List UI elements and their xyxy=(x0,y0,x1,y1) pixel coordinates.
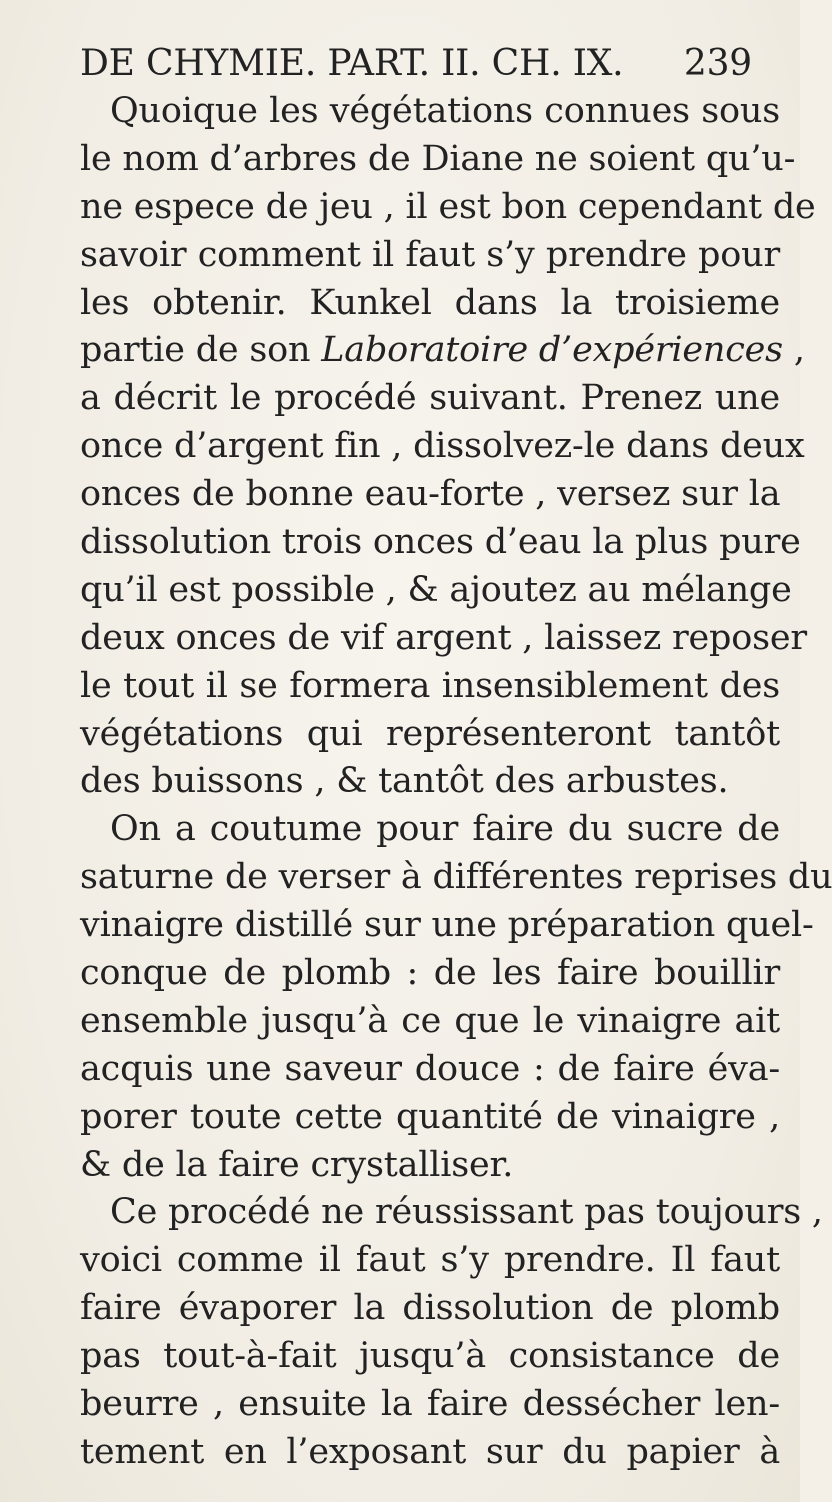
italic-title: Laboratoire d’expériences xyxy=(321,330,783,371)
text-line: le nom d’arbres de Diane ne soient qu’u- xyxy=(80,138,796,179)
text-line: tement en l’exposant sur du papier à xyxy=(80,1431,780,1472)
text-fragment: partie de son xyxy=(80,330,322,371)
text-line: acquis une saveur douce : de faire éva- xyxy=(80,1048,780,1089)
text-line: les obtenir. Kunkel dans la troisieme xyxy=(80,282,780,323)
page-header xyxy=(80,40,780,88)
running-head: DE CHYMIE. PART. II. CH. IX. xyxy=(80,43,624,84)
text-line: dissolution trois onces d’eau la plus pure xyxy=(80,522,801,563)
text-line: porer toute cette quantité de vinaigre , xyxy=(80,1096,780,1137)
text-line-with-italic xyxy=(80,327,805,375)
text-line: & de la faire crystalliser. xyxy=(80,1144,514,1185)
text-line: conque de plomb : de les faire bouillir xyxy=(80,953,780,994)
text-line: deux onces de vif argent , laissez reposer xyxy=(80,617,807,658)
text-fragment: , xyxy=(782,330,805,371)
text-line: beurre , ensuite la faire dessécher len- xyxy=(80,1384,780,1425)
text-line: once d’argent fin , dissolvez-le dans deux xyxy=(80,426,805,467)
text-line: Ce procédé ne réussissant pas toujours , xyxy=(110,1192,823,1233)
page-number: 239 xyxy=(683,43,752,84)
text-line: végétations qui représenteront tantôt xyxy=(80,713,780,754)
text-line: a décrit le procédé suivant. Prenez une xyxy=(80,378,780,419)
text-line: On a coutume pour faire du sucre de xyxy=(110,809,780,850)
text-line: Quoique les végétations connues sous xyxy=(110,91,780,131)
text-line: des buissons , & tantôt des arbustes. xyxy=(80,761,729,802)
text-line: le tout il se formera insensiblement des xyxy=(80,665,780,706)
text-line: saturne de verser à différentes reprises du xyxy=(80,857,832,898)
text-line: qu’il est possible , & ajoutez au mélange xyxy=(80,569,792,610)
text-line: faire évaporer la dissolution de plomb xyxy=(80,1288,780,1329)
text-line: onces de bonne eau-forte , versez sur la xyxy=(80,474,781,515)
text-line: voici comme il faut s’y prendre. Il faut xyxy=(80,1240,780,1281)
page-text-block xyxy=(80,40,832,1477)
text-line: savoir comment il faut s’y prendre pour xyxy=(80,234,780,275)
text-line: pas tout-à-fait jusqu’à consistance de xyxy=(80,1336,780,1377)
text-line: ne espece de jeu , il est bon cependant de xyxy=(80,186,816,227)
text-line: ensemble jusqu’à ce que le vinaigre ait xyxy=(80,1000,780,1041)
text-line: vinaigre distillé sur une préparation quel- xyxy=(80,905,814,946)
